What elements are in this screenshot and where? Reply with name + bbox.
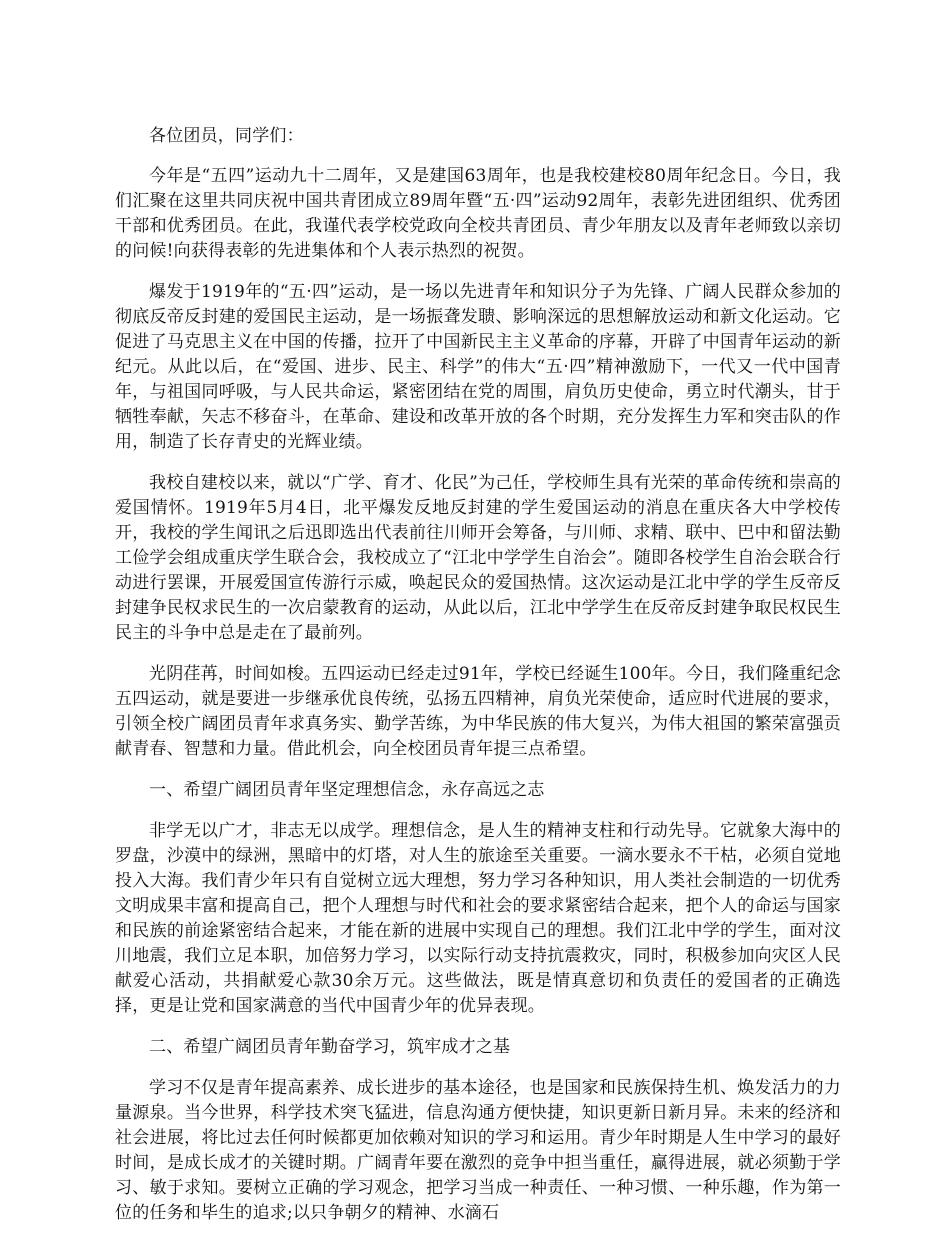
paragraph-anniversary: 今年是“五四”运动九十二周年，又是建国63周年，也是我校建校80周年纪念日。今日，我们汇聚在这里共同庆祝中国共青团成立89周年暨“五·四”运动92周年，表彰先进团组织、优秀团干部和优秀团员。在此，我谨代表学校党政向全校共青团员、青少年朋友以及青年老师致以亲切的问候!向获得表彰的先进集体和个人表示热烈的祝贺。: [115, 166, 841, 261]
paragraph-study: 学习不仅是青年提高素养、成长进步的基本途径，也是国家和民族保持生机、焕发活力的力量源泉。当今世界，科学技术突飞猛进，信息沟通方便快捷，知识更新日新月异。未来的经济和社会进展，将比过去任何时候都更加依赖对知识的学习和运用。青少年时期是人生中学习的最好时间，是成长成才的关键时期。广阔青年要在激烈的竞争中担当重任，赢得进展，就必须勤于学习、敏于求知。要树立正确的学习观念，把学习当成一种责任、一种习惯、一种乐趣，作为第一位的任务和毕生的追求;以只争朝夕的精神、水滴石: [115, 1078, 841, 1223]
document-body: [115, 124, 841, 1242]
section-heading-study: 二、希望广阔团员青年勤奋学习，筑牢成才之基: [149, 1037, 511, 1057]
section-heading-ideals: 一、希望广阔团员青年坚定理想信念，永存高远之志: [149, 780, 545, 800]
paragraph-ideals: 非学无以广才，非志无以成学。理想信念，是人生的精神支柱和行动先导。它就象大海中的罗盘，沙漠中的绿洲，黑暗中的灯塔，对人生的旅途至关重要。一滴水要永不干枯，必须自觉地投入大海。我们青少年只有自觉树立远大理想，努力学习各种知识，用人类社会制造的一切优秀文明成果丰富和提高自己，把个人理想与时代和社会的要求紧密结合起来，把个人的命运与国家和民族的前途紧密结合起来，才能在新的进展中实现自己的理想。我们江北中学的学生，面对汶川地震，我们立足本职，加倍努力学习，以实际行动支持抗震救灾，同时，积极参加向灾区人民献爱心活动，共捐献爱心款30余万元。这些做法，既是情真意切和负责任的爱国者的正确选择，更是让党和国家满意的当代中国青少年的优异表现。: [115, 821, 841, 1016]
paragraph-may-fourth-history: 爆发于1919年的“五·四”运动，是一场以先进青年和知识分子为先锋、广阔人民群众参加的彻底反帝反封建的爱国民主运动，是一场振聋发聩、影响深远的思想解放运动和新文化运动。它促进了马克思主义在中国的传播，拉开了中国新民主主义革命的序幕，开辟了中国青年运动的新纪元。从此以后，在“爱国、进步、民主、科学”的伟大“五·四”精神激励下，一代又一代中国青年，与祖国同呼吸，与人民共命运，紧密团结在党的周围，肩负历史使命，勇立时代潮头，甘于牺牲奉献，矢志不移奋斗，在革命、建设和改革开放的各个时期，充分发挥生力军和突击队的作用，制造了长存青史的光辉业绩。: [115, 282, 841, 452]
paragraph-hopes-intro: 光阴荏苒，时间如梭。五四运动已经走过91年，学校已经诞生100年。今日，我们隆重纪念五四运动，就是要进一步继承优良传统，弘扬五四精神，肩负光荣使命，适应时代进展的要求，引领全校广阔团员青年求真务实、勤学苦练，为中华民族的伟大复兴，为伟大祖国的繁荣富强贡献青春、智慧和力量。借此机会，向全校团员青年提三点希望。: [115, 664, 841, 759]
paragraph-school-tradition: 我校自建校以来，就以“广学、育才、化民”为己任，学校师生具有光荣的革命传统和崇高的爱国情怀。1919年5月4日，北平爆发反地反封建的学生爱国运动的消息在重庆各大中学校传开，我校的学生闻讯之后迅即选出代表前往川师开会筹备，与川师、求精、联中、巴中和留法勤工俭学会组成重庆学生联合会，我校成立了“江北中学学生自治会”。随即各校学生自治会联合行动进行罢课，开展爱国宣传游行示威，唤起民众的爱国热情。这次运动是江北中学的学生反帝反封建争民权求民生的一次启蒙教育的运动，从此以后，江北中学学生在反帝反封建争取民权民生民主的斗争中总是走在了最前列。: [115, 473, 841, 643]
salutation: 各位团员，同学们：: [149, 126, 304, 146]
